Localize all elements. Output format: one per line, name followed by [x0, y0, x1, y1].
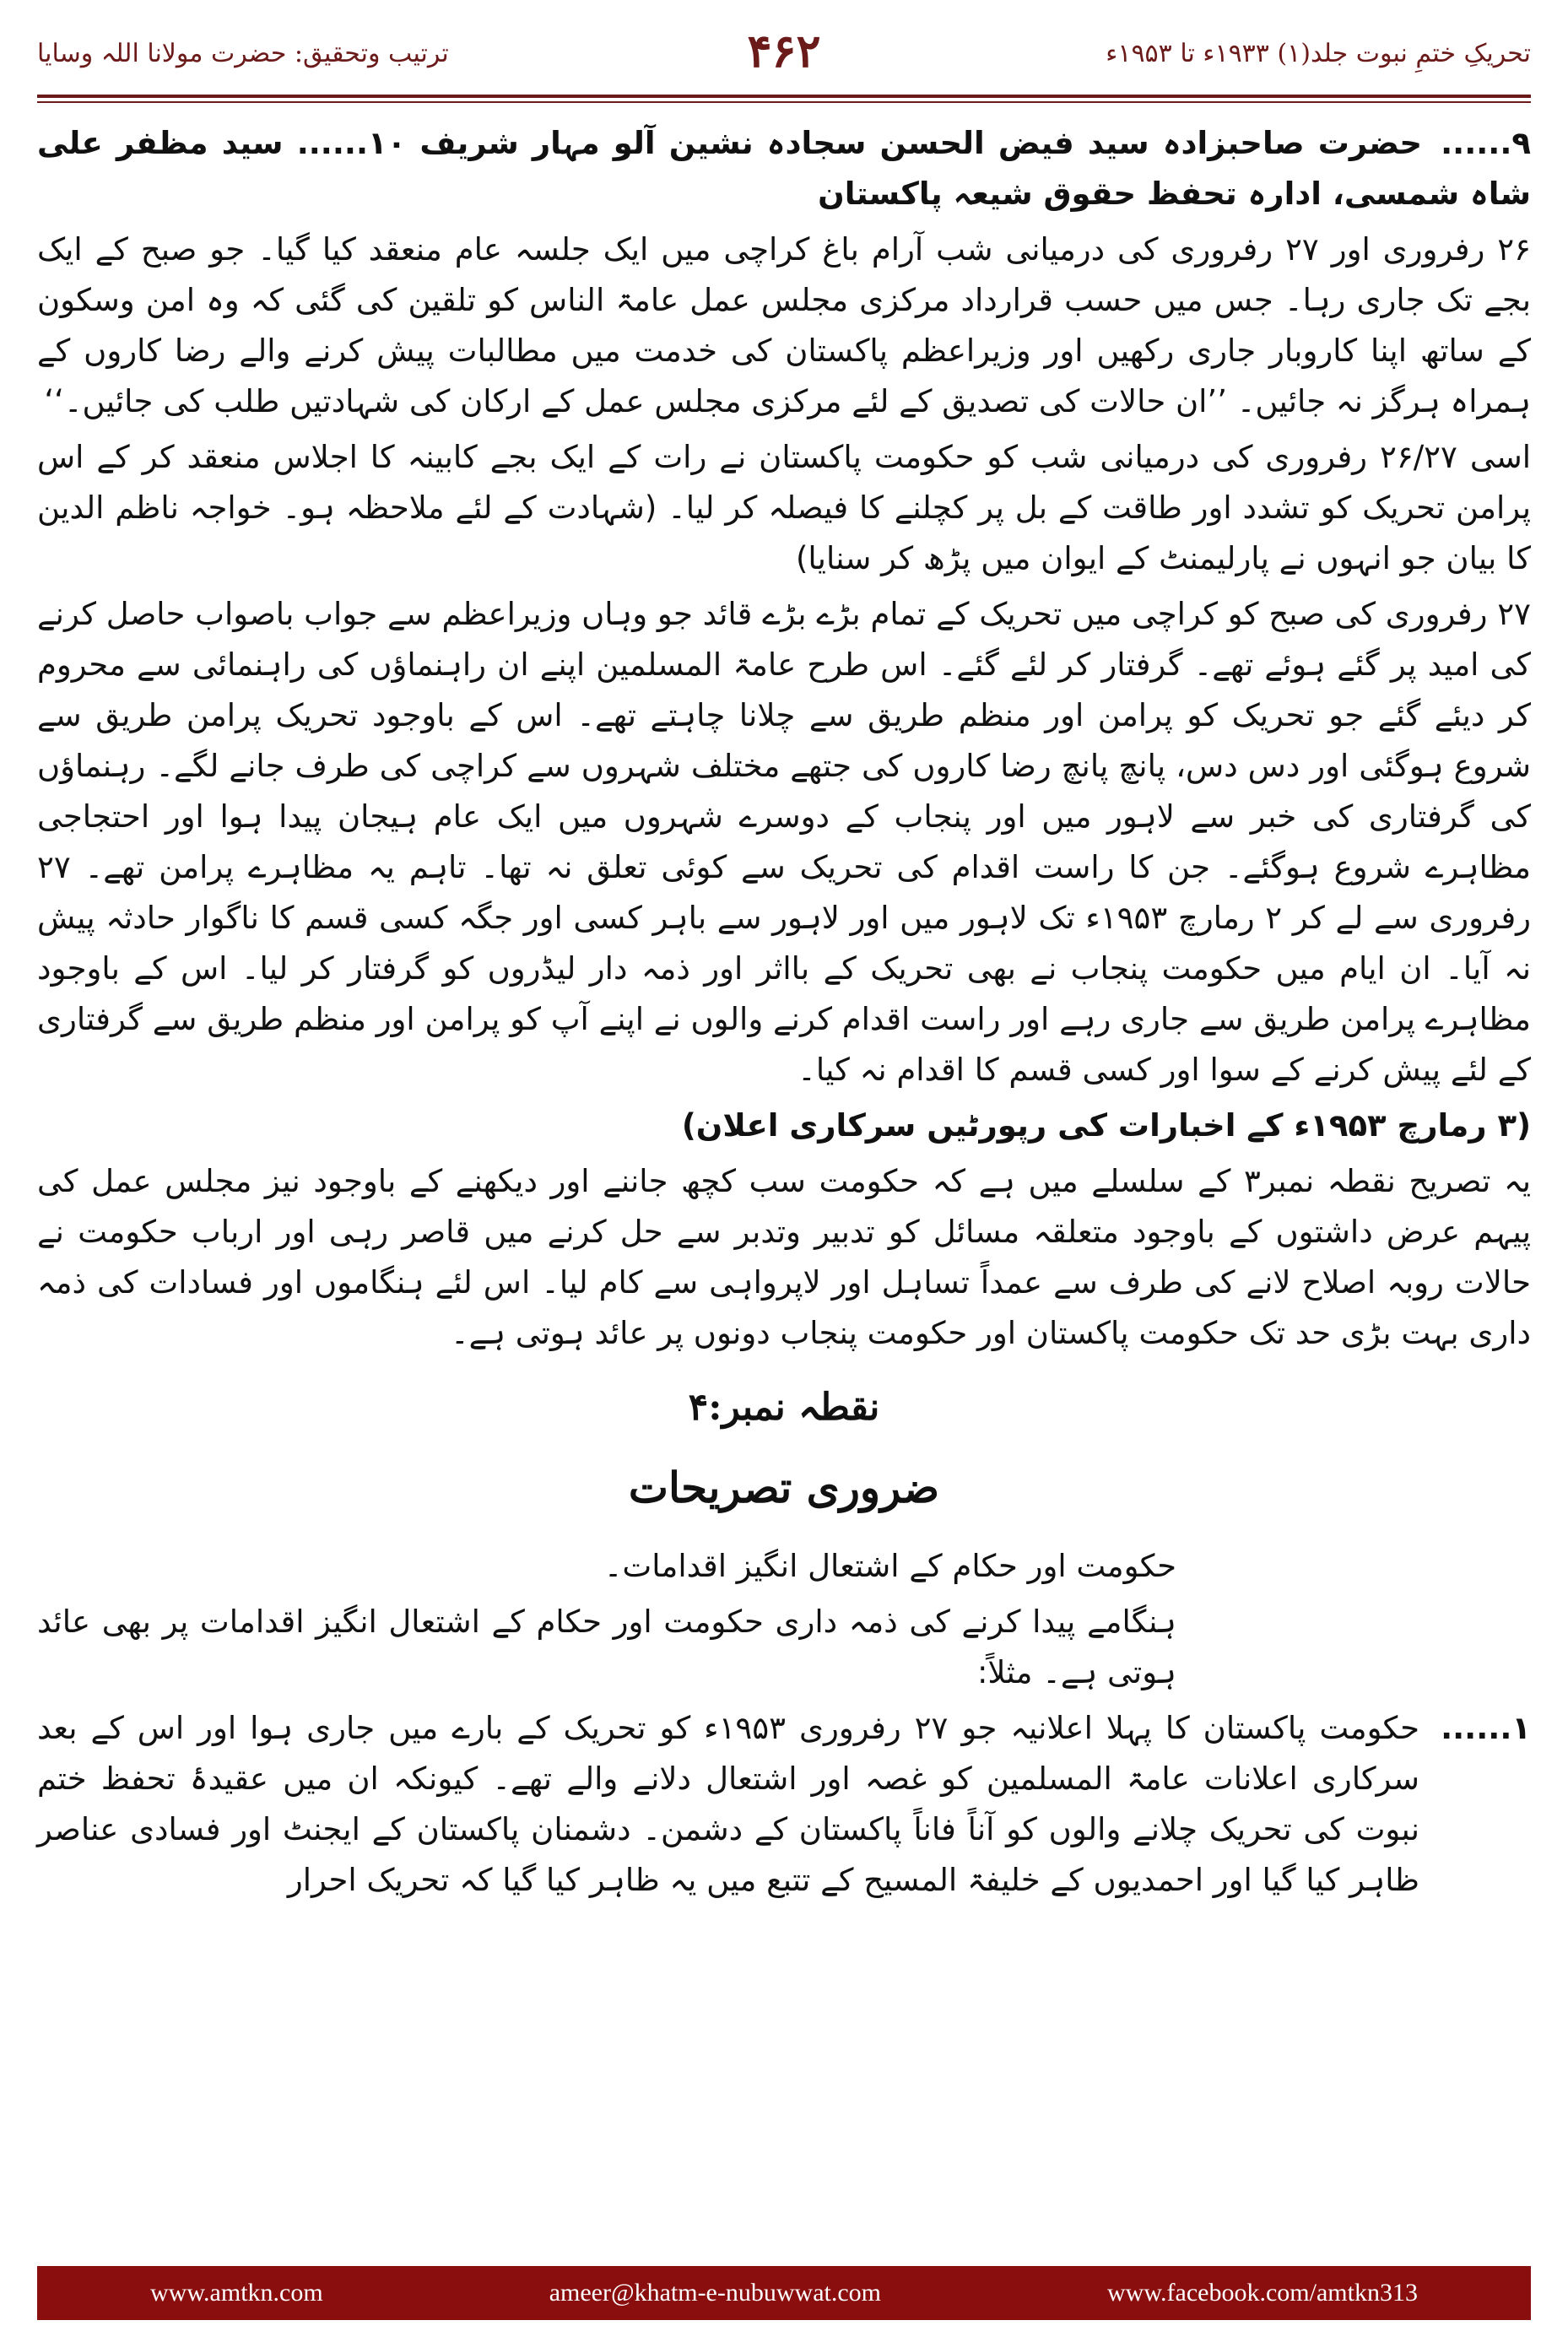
- page-header: [37, 24, 1531, 91]
- item-9: [37, 118, 1531, 219]
- source-note: (۳ رمارچ ۱۹۵۳ء کے اخبارات کی رپورٹیں سرکاری اعلان): [681, 1107, 1531, 1144]
- paragraph-1: ۲۶ رفروری اور ۲۷ رفروری کی درمیانی شب آرام باغ کراچی میں ایک جلسہ عام منعقد کیا گیا۔ جو صبح کے ایک بجے تک جاری رہا۔ جس میں حسب قرارداد مرکزی مجلس عمل عامۃ الناس کو تلقین کی گئی کہ وہ امن وسکون کے ساتھ اپنا کاروبار جاری رکھیں اور وزیراعظم پاکستان کی خدمت میں مطالبات پیش کرنے والے رضا کاروں کے ہمراہ ہرگز نہ جائیں۔ ’’ان حالات کی تصدیق کے لئے مرکزی مجلس عمل کے ارکان کی شہادتیں طلب کی جائیں۔‘‘: [37, 231, 1531, 419]
- list-item-1-number: ۱......: [1441, 1710, 1531, 1746]
- paragraph-4: یہ تصریح نقطہ نمبر۳ کے سلسلے میں ہے کہ حکومت سب کچھ جاننے اور دیکھنے کے باوجود نیز مجلس عمل کی پیہم عرض داشتوں کے باوجود متعلقہ مسائل کو تدبیر وتدبر سے حل کرنے میں قاصر رہی اور ارباب حکومت نے حالات روبہ اصلاح لانے کی طرف سے عمداً تساہل اور لاپرواہی سے کام لیا۔ اس لئے ہنگاموں اور فسادات کی ذمہ داری بہت بڑی حد تک حکومت پاکستان اور حکومت پنجاب دونوں پر عائد ہوتی ہے۔: [37, 1163, 1531, 1351]
- section-point-heading: نقطہ نمبر:۴: [688, 1386, 880, 1429]
- website-link[interactable]: www.amtkn.com: [150, 2279, 323, 2307]
- header-divider: [37, 95, 1531, 103]
- page-content: [37, 118, 1531, 2249]
- email-link[interactable]: ameer@khatm-e-nubuwwat.com: [549, 2279, 881, 2307]
- list-item-1: [37, 1703, 1531, 1906]
- facebook-link[interactable]: www.facebook.com/amtkn313: [1107, 2279, 1418, 2307]
- list-item-1-text: حکومت پاکستان کا پہلا اعلانیہ جو ۲۷ رفروری ۱۹۵۳ء کو تحریک کے بارے میں جاری ہوا اور اس کے بعد سرکاری اعلانات عامۃ المسلمین کو غصہ اور اشتعال دلانے والے تھے۔ کیونکہ ان میں عقیدۂ تحفظ ختم نبوت کی تحریک چلانے والوں کو آناً فاناً پاکستان کے دشمن۔ دشمنان پاکستان کے ایجنٹ اور فسادی عناصر ظاہر کیا گیا اور احمدیوں کے خلیفۃ المسیح کے تتبع میں یہ ظاہر کیا گیا کہ تحریک احرار: [37, 1710, 1419, 1898]
- section-title: ضروری تصریحات: [628, 1463, 940, 1512]
- intro-line: ہنگامے پیدا کرنے کی ذمہ داری حکومت اور حکام کے اشتعال انگیز اقدامات پر بھی عائد ہوتی ہے۔ مثلاً:: [37, 1604, 1176, 1690]
- subheading-line: حکومت اور حکام کے اشتعال انگیز اقدامات۔: [603, 1548, 1176, 1584]
- paragraph-2: اسی ۲۶/۲۷ رفروری کی درمیانی شب کو حکومت پاکستان نے رات کے ایک بجے کابینہ کا اجلاس منعقد کر کے اس پرامن تحریک کو تشدد اور طاقت کے بل پر کچلنے کا فیصلہ کر لیا۔ (شہادت کے لئے ملاحظہ ہو۔ خواجہ ناظم الدین کا بیان جو انہوں نے پارلیمنٹ کے ایوان میں پڑھ کر سنایا): [37, 439, 1531, 576]
- item-9-text: حضرت صاحبزادہ سید فیض الحسن سجادہ نشین آلو مہار شریف ۱۰...... سید مظفر علی شاہ شمسی، ادارہ تحفظ حقوق شیعہ پاکستان: [37, 125, 1531, 212]
- book-title: تحریکِ ختمِ نبوت جلد(۱) ۱۹۳۳ء تا ۱۹۵۳ء: [1106, 39, 1531, 68]
- page-number: ۴۶۲: [747, 24, 821, 78]
- item-9-number: ۹......: [1441, 125, 1532, 161]
- compiler-credit: ترتیب وتحقیق: حضرت مولانا اللہ وسایا: [37, 39, 449, 68]
- page-footer: [37, 2266, 1531, 2320]
- paragraph-3: ۲۷ رفروری کی صبح کو کراچی میں تحریک کے تمام بڑے بڑے قائد جو وہاں وزیراعظم سے جواب باصواب حاصل کرنے کی امید پر گئے ہوئے تھے۔ گرفتار کر لئے گئے۔ اس طرح عامۃ المسلمین اپنے ان راہنماؤں کی راہنمائی سے محروم کر دیئے گئے جو تحریک کو پرامن اور منظم طریق سے چلانا چاہتے تھے۔ اس کے باوجود تحریک پرامن طریق سے شروع ہوگئی اور دس دس، پانچ پانچ رضا کاروں کی جتھے مختلف شہروں سے کراچی کی طرف جانے لگے۔ رہنماؤں کی گرفتاری کی خبر سے لاہور میں اور پنجاب کے دوسرے شہروں میں ایک عام ہیجان پیدا ہوا اور احتجاجی مظاہرے شروع ہوگئے۔ جن کا راست اقدام کی تحریک سے کوئی تعلق نہ تھا۔ تاہم یہ مظاہرے پرامن تھے۔ ۲۷ رفروری سے لے کر ۲ رمارچ ۱۹۵۳ء تک لاہور میں اور لاہور سے باہر کسی اور جگہ کسی قسم کا ناگوار حادثہ پیش نہ آیا۔ ان ایام میں حکومت پنجاب نے بھی تحریک کے بااثر اور ذمہ دار لیڈروں کو گرفتار کر لیا۔ اس کے باوجود مظاہرے پرامن طریق سے جاری رہے اور راست اقدام کرنے والوں نے اپنے آپ کو پرامن اور منظم طریق سے گرفتاری کے لئے پیش کرنے کے سوا اور کسی قسم کا اقدام نہ کیا۔: [37, 596, 1532, 1088]
